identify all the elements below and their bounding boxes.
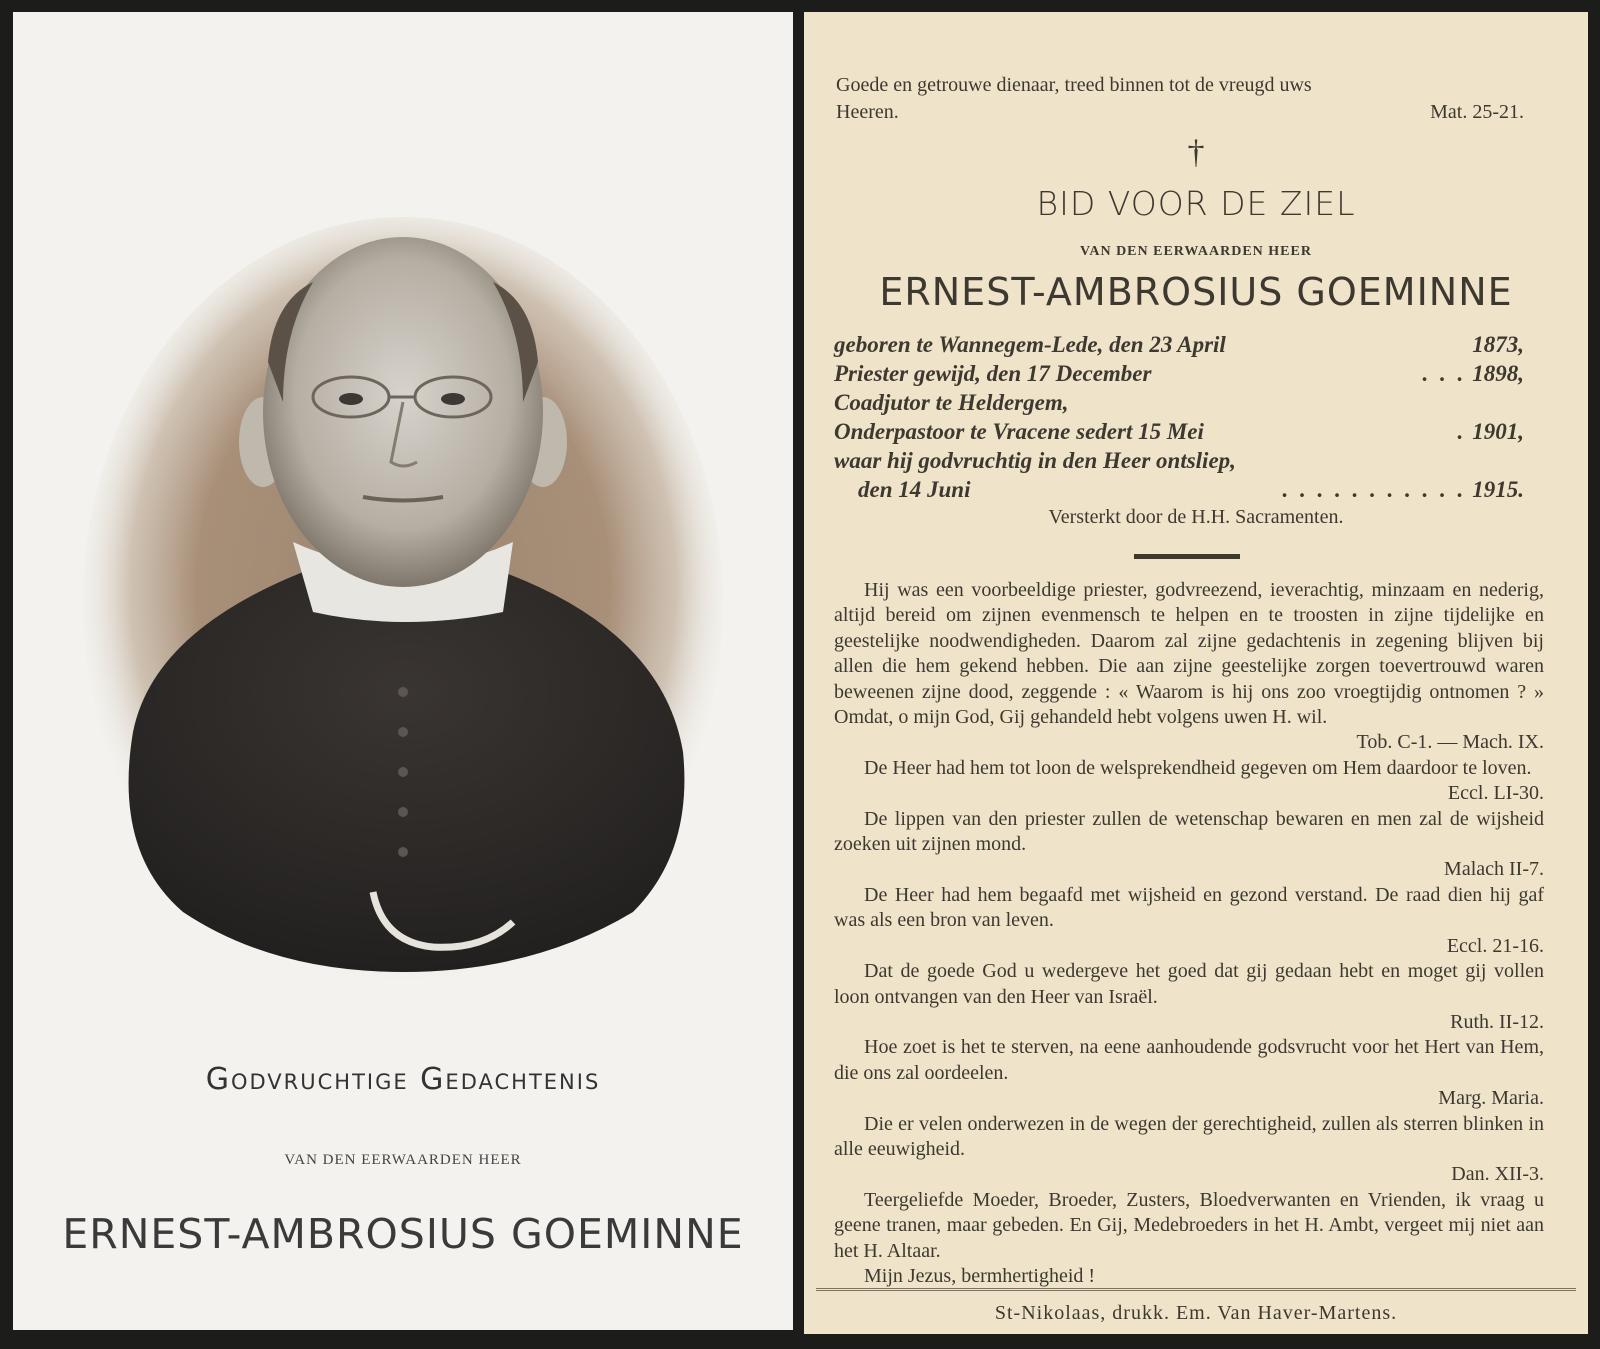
front-heading: Godvruchtige Gedachtenis [205, 1062, 601, 1097]
divider-bar [1134, 554, 1240, 559]
paragraph-5: Dat de goede God u wedergeve het goed dat gij gedaan hebt en moget gij vollen loon ontvangen van den Heer van Israël. [834, 960, 1544, 1008]
bio-born: geboren te Wannegem-Lede, den 23 April [834, 332, 1226, 357]
reference-6: Marg. Maria. [1438, 1087, 1544, 1110]
epigraph [836, 72, 1556, 126]
printer-imprint: St-Nikolaas, drukk. Em. Van Haver-Martens. [994, 1302, 1398, 1324]
reference-2: Eccl. LI-30. [1447, 782, 1544, 805]
sacraments-line: Versterkt door de H.H. Sacramenten. [1048, 506, 1344, 528]
reference-7: Dan. XII-3. [1451, 1163, 1544, 1186]
dot-leader: . [1457, 419, 1467, 444]
paragraph-2: De Heer had hem tot loon de welsprekendheid gegeven om Hem daardoor te loven. [864, 756, 1532, 779]
paragraph-3: De lippen van den priester zullen de wetenschap bewaren en men zal de wijsheid zoeken uit zijnen mond. [834, 807, 1544, 856]
front-subtitle: VAN DEN EERWAARDEN HEER [284, 1152, 522, 1168]
epigraph-line-1: Goede en getrouwe dienaar, treed binnen tot de vreugd uws [836, 74, 1312, 96]
reference-4: Eccl. 21-16. [1446, 934, 1544, 957]
pray-heading: BID VOOR DE ZIEL [1036, 184, 1356, 223]
paragraph-6: Hoe zoet is het te sterven, na eene aanhoudende godsvrucht voor het Hert van Hem, die ons zal oordeelen. [834, 1036, 1544, 1084]
paragraph-9: Mijn Jezus, bermhertigheid ! [864, 1264, 1096, 1287]
memorial-card-back [804, 12, 1588, 1334]
cross-icon: † [1187, 134, 1205, 171]
bio-ordained-year: 1898, [1472, 361, 1524, 386]
bio-death-date: den 14 Juni [858, 477, 971, 502]
priest-portrait-photo [73, 212, 733, 992]
memorial-card-front [13, 12, 793, 1330]
reference-3: Malach II-7. [1444, 858, 1544, 881]
bio-curate: Onderpastoor te Vracene sedert 15 Mei [834, 419, 1204, 444]
bio-death-line: waar hij godvruchtig in den Heer ontsliep, [834, 448, 1236, 473]
paragraph-8: Teergeliefde Moeder, Broeder, Zusters, Bloedverwanten en Vrienden, ik vraag u geene tranen, maar gebeden. En Gij, Medebroeders in het H. Ambt, vergeet mij niet aan het H. Altaar. [834, 1188, 1544, 1262]
epigraph-line-2: Heeren. [836, 101, 899, 123]
bio-born-year: 1873, [1472, 332, 1524, 357]
bio-death-year: 1915. [1472, 477, 1524, 502]
reference-1: Tob. C-1. — Mach. IX. [1356, 731, 1544, 754]
footer-rule [816, 1288, 1576, 1291]
back-subtitle: VAN DEN EERWAARDEN HEER [1080, 244, 1312, 259]
paragraph-7: Die er velen onderwezen in de wegen der gerechtigheid, zullen als sterren blinken in alle eeuwigheid. [834, 1112, 1544, 1160]
bio-coadjutor: Coadjutor te Heldergem, [834, 390, 1069, 415]
paragraph-1: Hij was een voorbeeldige priester, godvreezend, ieverachtig, minzaam en nederig, altijd bereid om zijnen evenmensch te helpen en te troosten in zijne tijdelijke en geestelijke noodwendigheden. Daarom zal zijne gedachtenis in zegening blijven bij allen die hem gekend hebben. Die aan zijne geestelijke zorgen toevertrouwd waren beweenen zijne dood, zeggende : « Waarom is hij ons zoo vroegtijdig ontnomen ? » Omdat, o mijn God, Gij gehandeld hebt volgens uwen H. wil. [834, 579, 1544, 729]
dot-leader: . . . [1422, 361, 1467, 386]
bio-ordained: Priester gewijd, den 17 December [834, 361, 1152, 386]
reference-5: Ruth. II-12. [1450, 1010, 1544, 1033]
memorial-text [834, 578, 1544, 1289]
dot-leader: . . . . . . . . . . . [1282, 477, 1467, 502]
epigraph-reference: Mat. 25-21. [1430, 101, 1524, 123]
bio-curate-year: 1901, [1472, 419, 1524, 444]
back-name: ERNEST-AMBROSIUS GOEMINNE [879, 270, 1513, 314]
front-name: ERNEST-AMBROSIUS GOEMINNE [62, 1210, 744, 1258]
paragraph-4: De Heer had hem begaafd met wijsheid en gezond verstand. De raad dien hij gaf was als een bron van leven. [834, 883, 1544, 932]
biography [834, 330, 1524, 504]
